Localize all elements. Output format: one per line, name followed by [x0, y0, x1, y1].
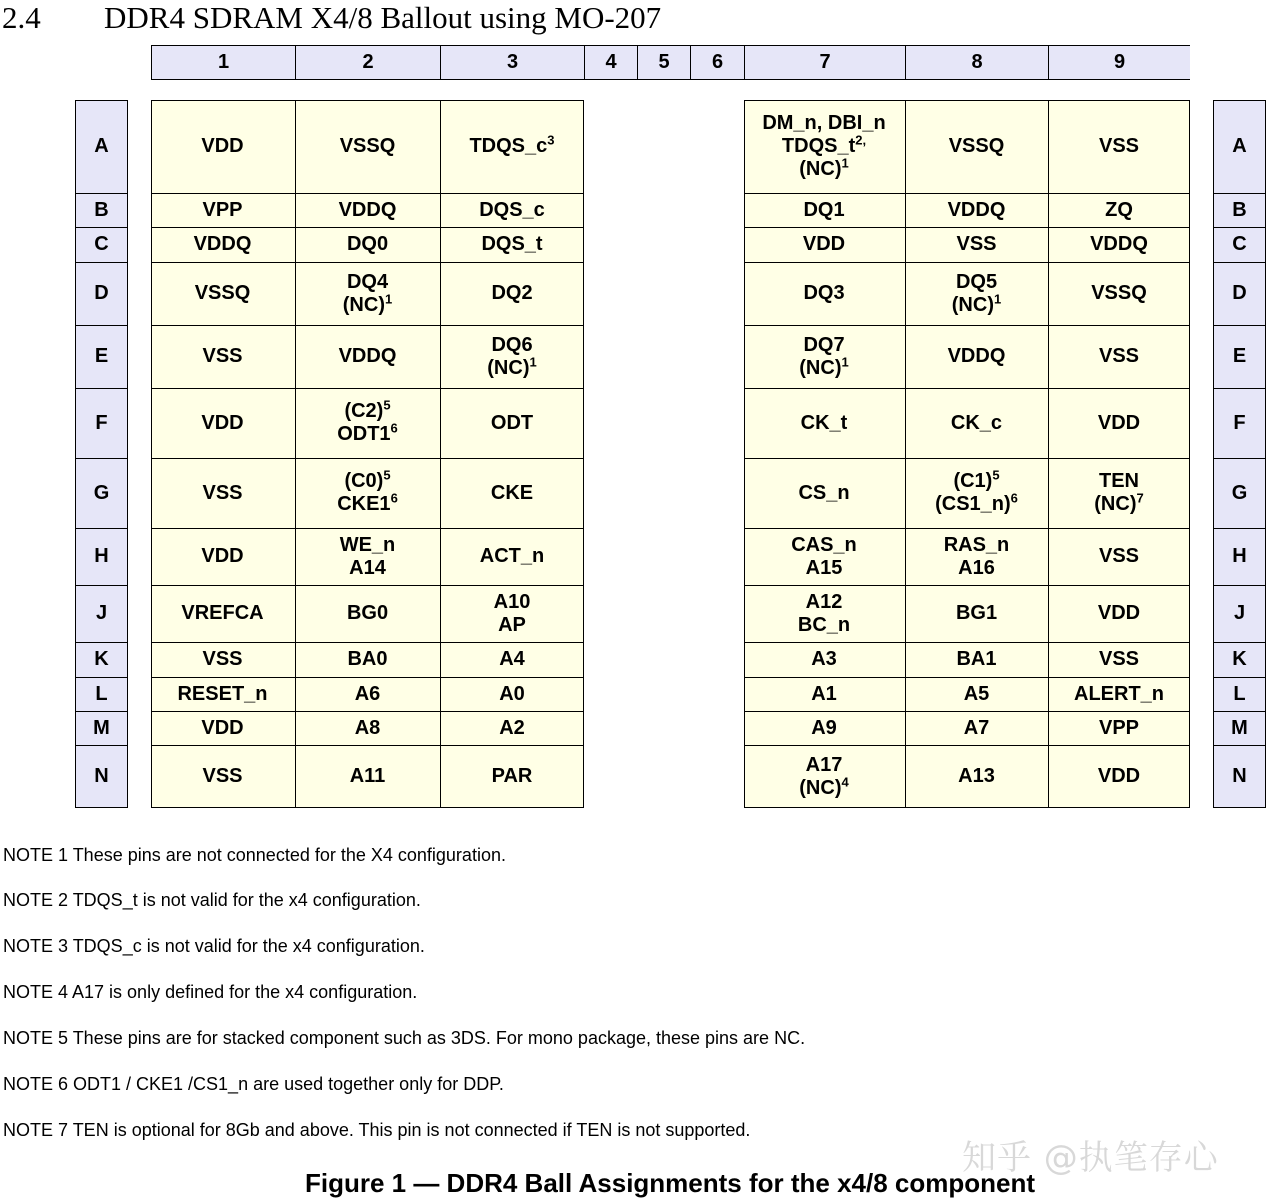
ball-C1: VDDQ — [151, 227, 295, 262]
ball-C3: DQS_t — [440, 227, 584, 262]
row-label-L: L — [76, 677, 127, 711]
ball-L1: RESET_n — [151, 677, 295, 711]
ball-D9: VSSQ — [1048, 262, 1190, 325]
row-label-A: A — [94, 134, 109, 157]
column-header-9: 9 — [1048, 46, 1190, 79]
ball-L3: A0 — [440, 677, 584, 711]
figure-caption: Figure 1 — DDR4 Ball Assignments for the x4/8 component — [304, 1168, 1036, 1198]
ball-M8: A7 — [905, 711, 1048, 745]
column-header-4: 4 — [584, 46, 637, 79]
ball-J2: BG0 — [295, 585, 440, 642]
ball-K7: A3 — [744, 642, 905, 677]
ball-C2: DQ0 — [295, 227, 440, 262]
row-label-N: N — [76, 745, 127, 808]
ball-C8: VSS — [905, 227, 1048, 262]
ball-L9: ALERT_n — [1048, 677, 1190, 711]
row-label-G: G — [76, 458, 127, 528]
ball-A8: VSSQ — [905, 100, 1048, 193]
ball-F3: ODT — [440, 388, 584, 458]
row-label-E: E — [1214, 325, 1265, 388]
ball-C7: VDD — [744, 227, 905, 262]
ball-F1: VDD — [151, 388, 295, 458]
column-header-7: 7 — [744, 46, 905, 79]
row-label-K: K — [76, 642, 127, 677]
note-7: NOTE 7 TEN is optional for 8Gb and above. This pin is not connected if TEN is not supported. — [3, 1120, 751, 1140]
ball-G8: $(C1)^5$ (CS1_n)$^6$ — [905, 458, 1048, 528]
row-label-K: K — [1214, 642, 1265, 677]
ball-L8: A5 — [905, 677, 1048, 711]
ball-N3: PAR — [440, 745, 584, 808]
ball-G9: TEN (NC)$^7$ — [1048, 458, 1190, 528]
column-header-2: 2 — [295, 46, 440, 79]
ball-B8: VDDQ — [905, 193, 1048, 227]
ball-B1: VPP — [151, 193, 295, 227]
ball-A3: $TDQS\_c^3$ — [440, 100, 584, 193]
row-label-C: C — [76, 227, 127, 262]
ball-G7: CS_n — [744, 458, 905, 528]
column-header-3: 3 — [440, 46, 584, 79]
ball-E8: VDDQ — [905, 325, 1048, 388]
ball-J8: BG1 — [905, 585, 1048, 642]
column-header-row — [151, 45, 1190, 80]
section-number: 2.4 — [2, 0, 41, 35]
ball-L2: A6 — [295, 677, 440, 711]
ball-K1: VSS — [151, 642, 295, 677]
ball-A9: VSS — [1048, 100, 1190, 193]
ball-N9: VDD — [1048, 745, 1190, 808]
row-label-J: J — [1214, 585, 1265, 642]
ball-M9: VPP — [1048, 711, 1190, 745]
ball-N1: VSS — [151, 745, 295, 808]
ball-E2: VDDQ — [295, 325, 440, 388]
note-3: NOTE 3 TDQS_c is not valid for the x4 configuration. — [3, 936, 425, 956]
ball-H8: RAS_n A16 — [905, 528, 1048, 585]
note-2: NOTE 2 TDQS_t is not valid for the x4 configuration. — [3, 890, 421, 910]
ball-C9: VDDQ — [1048, 227, 1190, 262]
ball-M3: A2 — [440, 711, 584, 745]
ball-G3: CKE — [440, 458, 584, 528]
ball-H1: VDD — [151, 528, 295, 585]
row-label-D: D — [76, 262, 127, 325]
section-title: DDR4 SDRAM X4/8 Ballout using MO-207 — [104, 0, 662, 35]
ball-J9: VDD — [1048, 585, 1190, 642]
ball-G1: VSS — [151, 458, 295, 528]
ball-F7: CK_t — [744, 388, 905, 458]
ball-D1: VSSQ — [151, 262, 295, 325]
row-label-J: J — [76, 585, 127, 642]
ball-K3: A4 — [440, 642, 584, 677]
row-label-B: B — [76, 193, 127, 227]
column-header-1: 1 — [151, 46, 295, 79]
row-label-C: C — [1214, 227, 1265, 262]
row-label-M: M — [1214, 711, 1265, 745]
ball-grid-right — [744, 100, 1190, 808]
ball-D2: DQ4 (NC)$^1$ — [295, 262, 440, 325]
ball-B3: DQS_c — [440, 193, 584, 227]
row-labels-left — [75, 100, 128, 808]
ball-M1: VDD — [151, 711, 295, 745]
ball-N7: A17 (NC)$^4$ — [744, 745, 905, 808]
ball-H7: CAS_n A15 — [744, 528, 905, 585]
ball-A7: DM_n, DBI_n $TDQS\_t^{2,}$ (NC)$^1$ — [762, 111, 886, 180]
ball-N2: A11 — [295, 745, 440, 808]
note-5: NOTE 5 These pins are for stacked component such as 3DS. For mono package, these pins are NC. — [3, 1028, 806, 1048]
ball-F8: CK_c — [905, 388, 1048, 458]
column-header-5: 5 — [637, 46, 690, 79]
ball-grid-left — [151, 100, 584, 808]
ball-D7: DQ3 — [744, 262, 905, 325]
ball-J3: A10 AP — [440, 585, 584, 642]
row-label-D: D — [1214, 262, 1265, 325]
ball-E9: VSS — [1048, 325, 1190, 388]
ball-E1: VSS — [151, 325, 295, 388]
row-label-L: L — [1214, 677, 1265, 711]
ball-H2: WE_n A14 — [295, 528, 440, 585]
watermark: 知乎 @执笔存心 — [962, 1138, 1219, 1178]
ball-H3: ACT_n — [440, 528, 584, 585]
ball-A2: VSSQ — [295, 100, 440, 193]
ball-A1: VDD — [201, 134, 244, 157]
row-label-H: H — [76, 528, 127, 585]
ball-H9: VSS — [1048, 528, 1190, 585]
column-header-6: 6 — [690, 46, 744, 79]
row-labels-right — [1213, 100, 1266, 808]
ball-J1: VREFCA — [151, 585, 295, 642]
row-label-F: F — [76, 388, 127, 458]
ball-B2: VDDQ — [295, 193, 440, 227]
ball-K9: VSS — [1048, 642, 1190, 677]
row-label-N: N — [1214, 745, 1265, 808]
ball-F9: VDD — [1048, 388, 1190, 458]
row-label-B: B — [1214, 193, 1265, 227]
ball-M7: A9 — [744, 711, 905, 745]
note-6: NOTE 6 ODT1 / CKE1 /CS1_n are used together only for DDP. — [3, 1074, 504, 1094]
ball-D3: DQ2 — [440, 262, 584, 325]
ball-B9: ZQ — [1048, 193, 1190, 227]
ball-N8: A13 — [905, 745, 1048, 808]
ball-K8: BA1 — [905, 642, 1048, 677]
column-header-8: 8 — [905, 46, 1048, 79]
ball-D8: DQ5 (NC)$^1$ — [905, 262, 1048, 325]
ball-B7: DQ1 — [744, 193, 905, 227]
row-label-H: H — [1214, 528, 1265, 585]
ball-F2: $(C2)^5$ $ODT1^6$ — [295, 388, 440, 458]
ball-M2: A8 — [295, 711, 440, 745]
row-label-A: A — [1232, 134, 1247, 157]
row-label-F: F — [1214, 388, 1265, 458]
note-4: NOTE 4 A17 is only defined for the x4 configuration. — [3, 982, 418, 1002]
ball-E7: DQ7 (NC)$^1$ — [744, 325, 905, 388]
ball-E3: DQ6 (NC)$^1$ — [440, 325, 584, 388]
ball-J7: A12 BC_n — [744, 585, 905, 642]
ball-G2: $(C0)^5$ $CKE1^6$ — [295, 458, 440, 528]
ball-L7: A1 — [744, 677, 905, 711]
note-1: NOTE 1 These pins are not connected for the X4 configuration. — [3, 845, 506, 865]
row-label-E: E — [76, 325, 127, 388]
row-label-G: G — [1214, 458, 1265, 528]
ball-K2: BA0 — [295, 642, 440, 677]
row-label-M: M — [76, 711, 127, 745]
